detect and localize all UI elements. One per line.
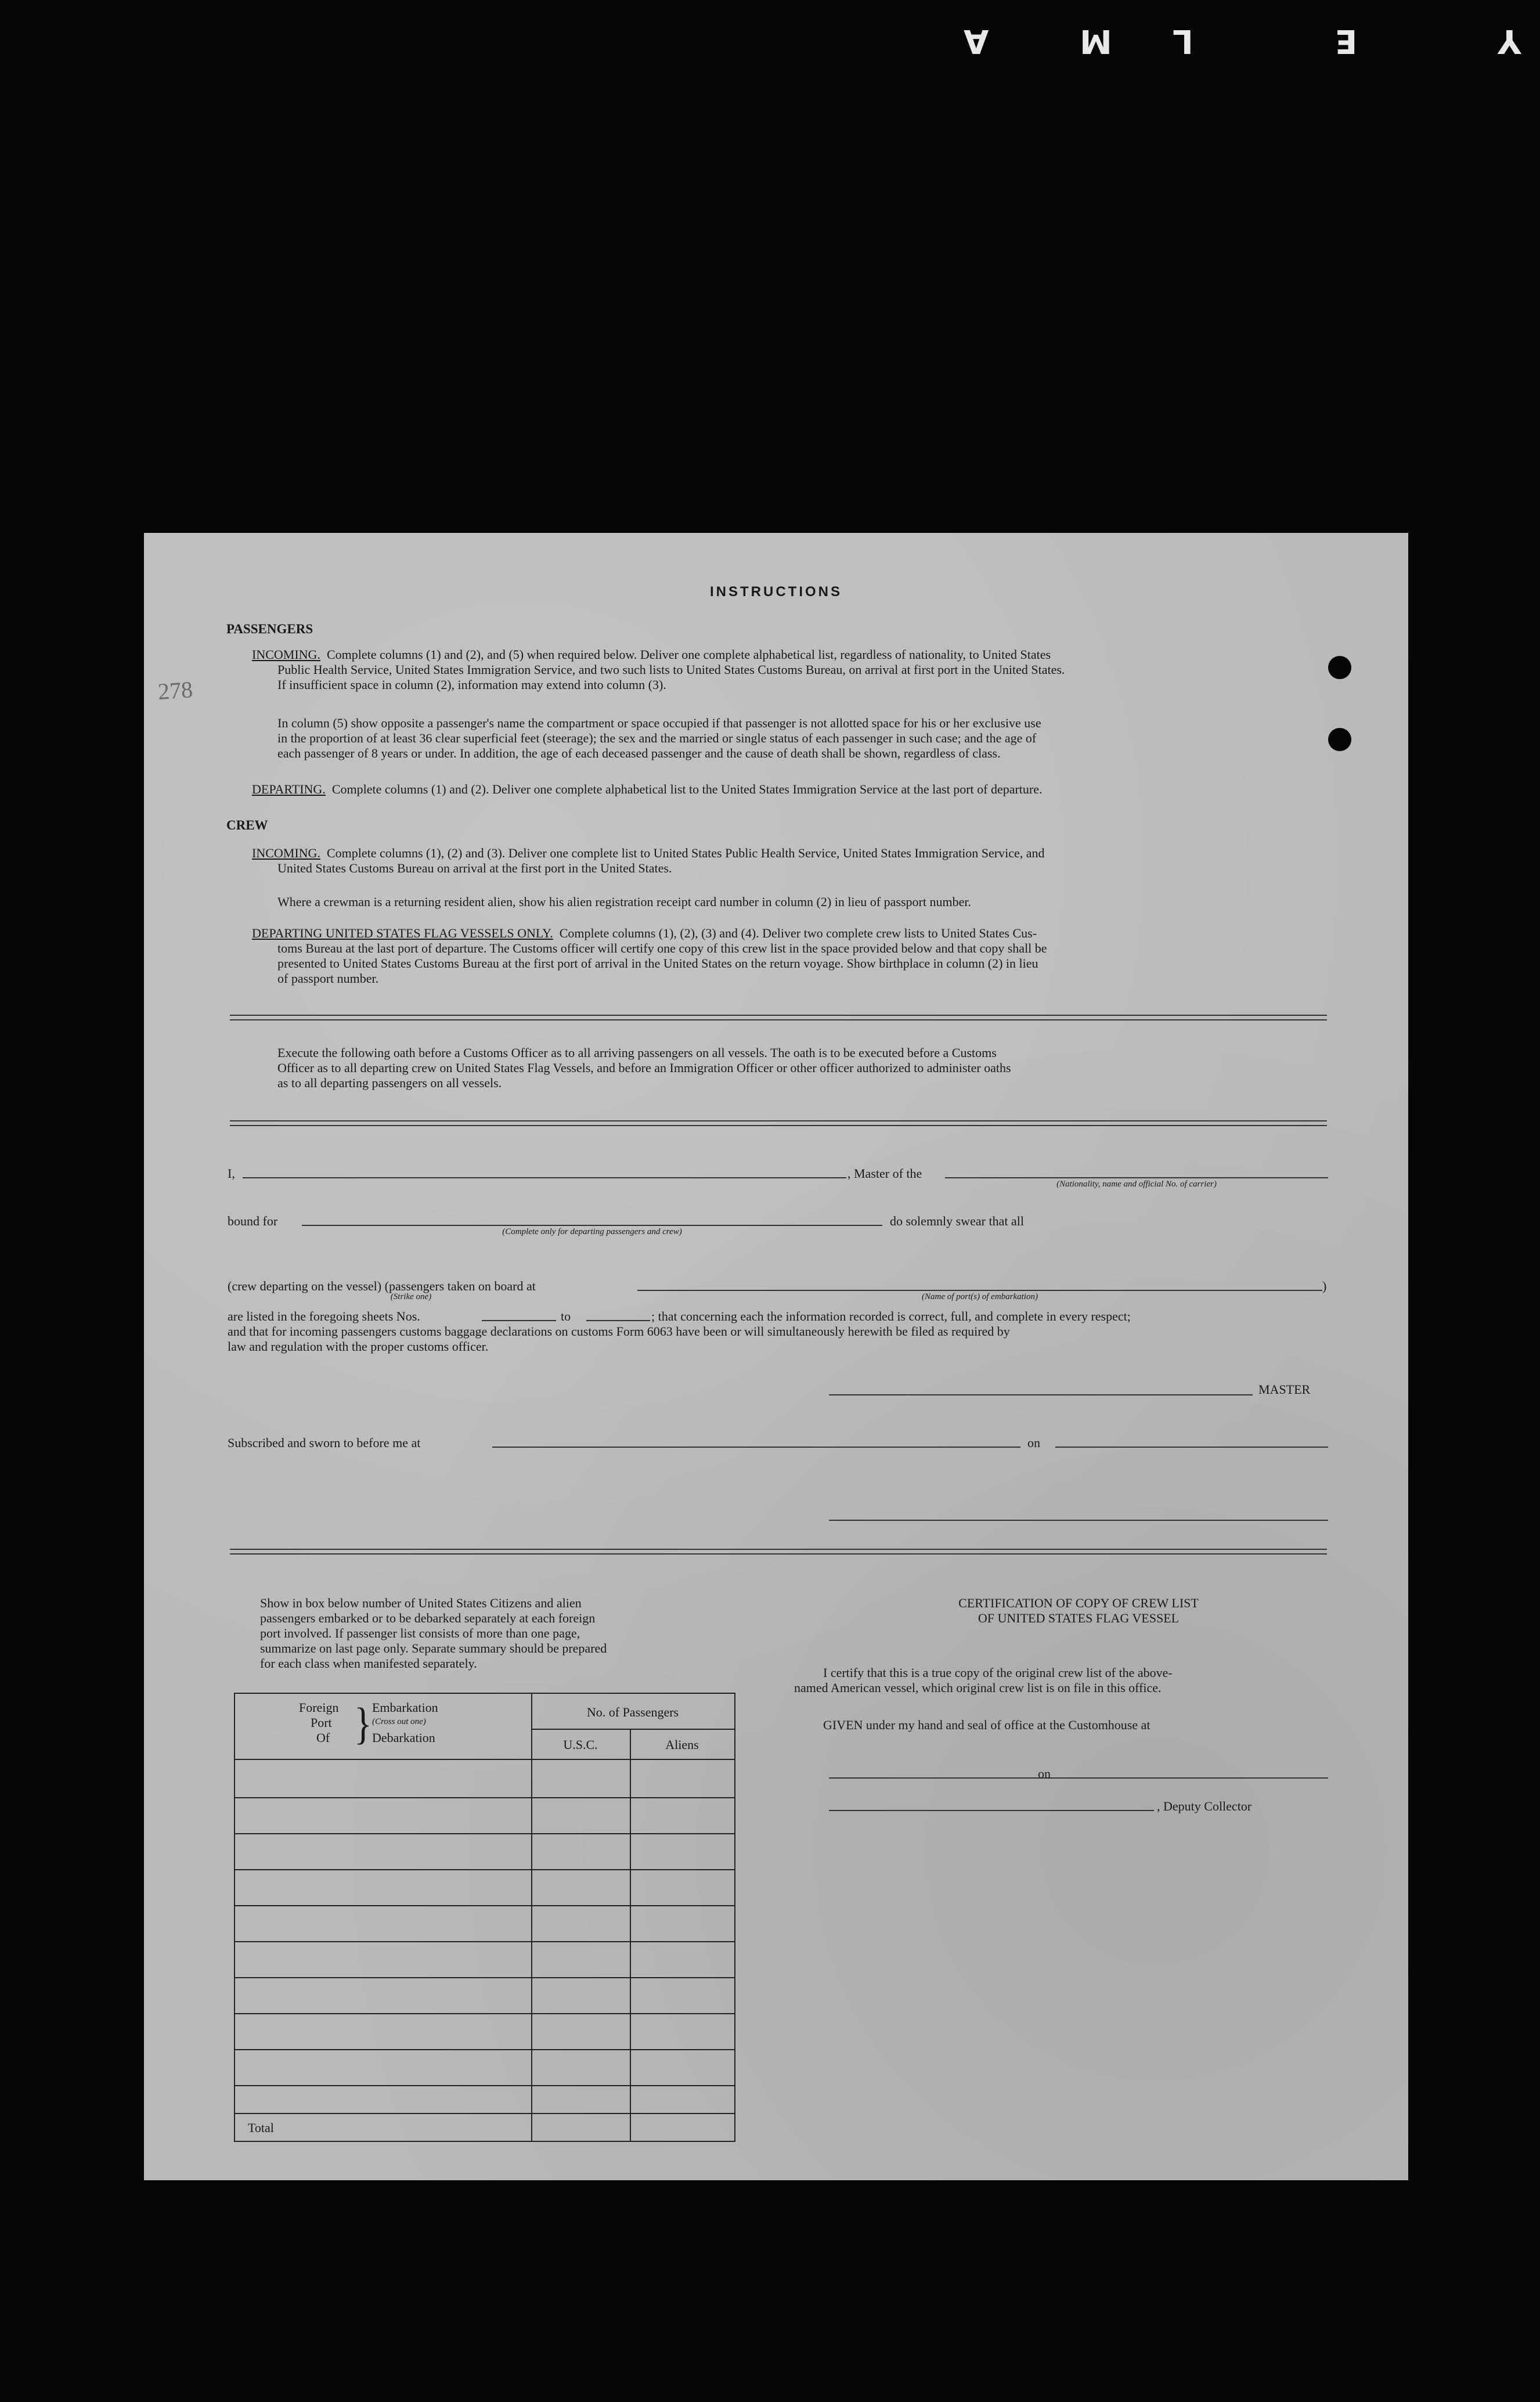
film-edge-markings bbox=[906, 0, 1540, 75]
sheet-to-line bbox=[586, 1320, 650, 1321]
cert-date-line bbox=[1061, 1777, 1328, 1779]
carrier-line bbox=[945, 1177, 1328, 1178]
embarkation-line bbox=[637, 1290, 1322, 1291]
passenger-summary-table bbox=[234, 1693, 735, 2142]
bound-for-line bbox=[302, 1225, 882, 1226]
box-instr-line-2: passengers embarked or to be debarked separately at each foreign bbox=[260, 1611, 596, 1625]
section-divider-2 bbox=[230, 1120, 1327, 1126]
crew-resident-text: Where a crewman is a returning resident alien, show his alien registration receipt card number in column (2) in lieu of passport number. bbox=[277, 895, 971, 909]
page-title: INSTRUCTIONS bbox=[710, 584, 842, 600]
table-row-rule-7 bbox=[235, 2013, 734, 2014]
passengers-heading: PASSENGERS bbox=[226, 622, 313, 636]
subscribed-place-line bbox=[492, 1447, 1020, 1448]
crew-incoming-text-1: Complete columns (1), (2) and (3). Deliver one complete list to United States Public Health Service, United States Immigration Service, and bbox=[326, 846, 1045, 860]
box-instr-line-3: port involved. If passenger list consists of more than one page, bbox=[260, 1626, 580, 1640]
master-name-line bbox=[243, 1177, 846, 1178]
master-label: MASTER bbox=[1258, 1382, 1311, 1397]
oath-subscribed: Subscribed and sworn to before me at bbox=[228, 1436, 421, 1450]
cert-text-1: I certify that this is a true copy of the original crew list of the above- bbox=[823, 1665, 1173, 1680]
oath-instructions-line-1: Execute the following oath before a Customs Officer as to all arriving passengers on all vessels. The oath is to be executed before a Customs bbox=[277, 1045, 997, 1060]
table-row-rule-6 bbox=[235, 1977, 734, 1978]
oath-to: to bbox=[561, 1309, 571, 1323]
box-instr-line-1: Show in box below number of United States Citizens and alien bbox=[260, 1596, 582, 1610]
film-mark-4: M bbox=[1080, 22, 1112, 60]
oath-on: on bbox=[1027, 1436, 1040, 1450]
officer-signature-line bbox=[829, 1520, 1328, 1521]
header-subdivider bbox=[531, 1729, 734, 1730]
oath-crew-departing: (crew departing on the vessel) (passengers taken on board at bbox=[228, 1279, 536, 1293]
table-row-rule-2 bbox=[235, 1833, 734, 1834]
film-mark-5: A bbox=[964, 22, 989, 60]
oath-instructions-line-3: as to all departing passengers on all vessels. bbox=[277, 1076, 502, 1090]
crew-incoming-line-1 bbox=[252, 845, 1355, 861]
crew-incoming-label: INCOMING. bbox=[252, 846, 320, 860]
table-row-rule-4 bbox=[235, 1905, 734, 1906]
film-mark-1: Y bbox=[1498, 22, 1521, 60]
cert-title-2: OF UNITED STATES FLAG VESSEL bbox=[978, 1611, 1180, 1625]
cert-signature-line bbox=[829, 1810, 1154, 1811]
box-instr-line-5: for each class when manifested separately. bbox=[260, 1656, 477, 1671]
oath-i-label: I, bbox=[228, 1166, 235, 1181]
col-usc: U.S.C. bbox=[563, 1737, 598, 1752]
col-port: Port bbox=[311, 1715, 332, 1730]
section-divider-3 bbox=[230, 1549, 1327, 1555]
crew-departing-label: DEPARTING UNITED STATES FLAG VESSELS ONLY. bbox=[252, 926, 553, 940]
passengers-incoming-line-2: Public Health Service, United States Immigration Service, and two such lists to United States Customs Bureau, on arrival at first port in the United States. bbox=[277, 662, 1065, 677]
passengers-departing bbox=[252, 781, 1355, 797]
passengers-incoming-line-3: If insufficient space in column (2), information may extend into column (3). bbox=[277, 677, 666, 692]
table-row-rule-10 bbox=[235, 2113, 734, 2114]
crew-departing-text-1: Complete columns (1), (2), (3) and (4). Deliver two complete crew lists to United States Cus- bbox=[559, 926, 1037, 940]
page-number-stamp: 278 bbox=[157, 676, 194, 705]
crew-departing-line-3: presented to United States Customs Bureau at the first port of arrival in the United States on the return voyage. Show birthplace in column (2) in lieu bbox=[277, 956, 1038, 971]
col-divider-2 bbox=[630, 1729, 631, 2141]
column5-line-1: In column (5) show opposite a passenger's name the compartment or space occupied if that passenger is not allotted space for his or her exclusive use bbox=[277, 716, 1041, 730]
bound-note: (Complete only for departing passengers and crew) bbox=[502, 1227, 682, 1236]
passengers-incoming-line-1 bbox=[252, 647, 1355, 662]
carrier-note: (Nationality, name and official No. of carrier) bbox=[1056, 1180, 1217, 1189]
table-row-rule-8 bbox=[235, 2049, 734, 2050]
subscribed-date-line bbox=[1055, 1447, 1328, 1448]
col-foreign: Foreign bbox=[299, 1700, 339, 1715]
document-page bbox=[144, 533, 1408, 2180]
passengers-incoming-label: INCOMING. bbox=[252, 647, 320, 662]
passengers-departing-label: DEPARTING. bbox=[252, 782, 326, 796]
oath-bound-for: bound for bbox=[228, 1214, 278, 1228]
col-divider-1 bbox=[531, 1694, 532, 2141]
sheet-from-line bbox=[482, 1320, 556, 1321]
oath-listed-3: and that for incoming passengers customs baggage declarations on customs Form 6063 have been or will simultaneously herewith be filed as required by bbox=[228, 1324, 1010, 1339]
header-bottom-rule bbox=[235, 1759, 734, 1760]
crew-heading: CREW bbox=[226, 818, 268, 832]
oath-swear: do solemnly swear that all bbox=[890, 1214, 1024, 1228]
crew-departing-line-1 bbox=[252, 925, 1355, 941]
oath-master-of: , Master of the bbox=[847, 1166, 922, 1181]
col-aliens: Aliens bbox=[665, 1737, 699, 1752]
table-row-rule-3 bbox=[235, 1869, 734, 1870]
oath-listed-2: ; that concerning each the information recorded is correct, full, and complete in every respect; bbox=[651, 1309, 1131, 1323]
col-cross-out: (Cross out one) bbox=[372, 1717, 426, 1726]
col-embarkation: Embarkation bbox=[372, 1700, 438, 1715]
table-row-rule-9 bbox=[235, 2085, 734, 2086]
cert-title-1: CERTIFICATION OF COPY OF CREW LIST bbox=[958, 1596, 1199, 1610]
passengers-departing-text: Complete columns (1) and (2). Deliver one complete alphabetical list to the United States Immigration Service at the last port of departure. bbox=[331, 782, 1043, 796]
column5-line-3: each passenger of 8 years or under. In addition, the age of each deceased passenger and the cause of death shall be shown, regardless of class. bbox=[277, 746, 1001, 760]
cert-deputy: , Deputy Collector bbox=[1157, 1799, 1252, 1813]
crew-departing-line-4: of passport number. bbox=[277, 971, 379, 986]
passengers-incoming-text-1: Complete columns (1) and (2), and (5) when required below. Deliver one complete alphabetical list, regardless of nationality, to United States bbox=[326, 647, 1051, 662]
crew-departing-line-2: toms Bureau at the last port of departure. The Customs officer will certify one copy of this crew list in the space provided below and that copy shall be bbox=[277, 941, 1047, 955]
brace-mark: } bbox=[354, 1698, 372, 1748]
cert-on: on bbox=[1038, 1766, 1051, 1781]
box-instr-line-4: summarize on last page only. Separate summary should be prepared bbox=[260, 1641, 607, 1656]
col-of: Of bbox=[316, 1730, 330, 1745]
column5-line-2: in the proportion of at least 36 clear superficial feet (steerage); the sex and the married or single status of each passenger in such case; and the age of bbox=[277, 731, 1037, 745]
crew-incoming-line-2: United States Customs Bureau on arrival at the first port in the United States. bbox=[277, 861, 672, 875]
film-mark-2: E bbox=[1335, 22, 1358, 60]
close-paren: ) bbox=[1322, 1279, 1327, 1293]
embark-note: (Name of port(s) of embarkation) bbox=[922, 1292, 1038, 1301]
section-divider-1 bbox=[230, 1015, 1327, 1020]
table-row-rule-5 bbox=[235, 1941, 734, 1942]
cert-text-2: named American vessel, which original crew list is on file in this office. bbox=[794, 1680, 1162, 1695]
oath-listed-4: law and regulation with the proper customs officer. bbox=[228, 1339, 489, 1354]
table-row-rule-1 bbox=[235, 1797, 734, 1798]
cert-given: GIVEN under my hand and seal of office at the Customhouse at bbox=[823, 1718, 1151, 1732]
punch-hole-2 bbox=[1328, 728, 1351, 751]
col-debarkation: Debarkation bbox=[372, 1730, 435, 1745]
oath-instructions-line-2: Officer as to all departing crew on United States Flag Vessels, and before an Immigration Officer or other officer authorized to administer oaths bbox=[277, 1061, 1011, 1075]
master-signature-line bbox=[829, 1394, 1253, 1395]
film-mark-3: L bbox=[1173, 22, 1193, 60]
col-no-passengers: No. of Passengers bbox=[586, 1705, 679, 1719]
total-label: Total bbox=[248, 2120, 274, 2135]
oath-listed-1: are listed in the foregoing sheets Nos. bbox=[228, 1309, 420, 1323]
strike-one-note: (Strike one) bbox=[390, 1292, 432, 1301]
